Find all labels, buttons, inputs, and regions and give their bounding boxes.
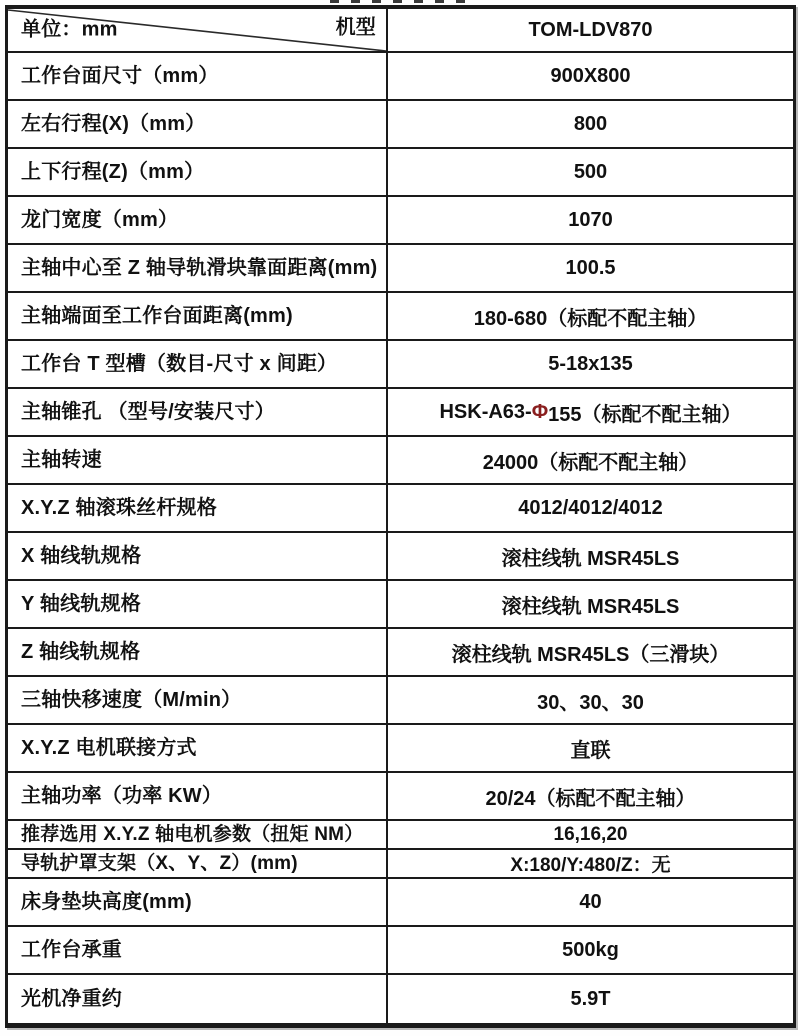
row-value: 5.9T: [570, 987, 611, 1010]
table-row: [8, 101, 793, 149]
row-label: 工作台 T 型槽（数目-尺寸 x 间距）: [8, 341, 388, 387]
table-row: [8, 879, 793, 927]
table-row: [8, 725, 793, 773]
table-row: [8, 975, 793, 1023]
row-value: 1070: [568, 208, 613, 231]
row-value: X:180/Y:480/Z：无: [510, 855, 671, 876]
row-label: Z 轴线轨规格: [8, 629, 388, 675]
row-value: 100.5: [565, 256, 616, 279]
row-label: 主轴功率（功率 KW）: [8, 773, 388, 819]
row-label: 上下行程(Z)（mm）: [8, 149, 388, 195]
table-row: [8, 437, 793, 485]
row-label: X 轴线轨规格: [8, 533, 388, 579]
row-label: 床身垫块高度(mm): [8, 879, 388, 925]
row-value: 180-680（标配不配主轴）: [473, 307, 708, 330]
table-row: [8, 341, 793, 389]
table-row: [8, 850, 793, 879]
table-row: [8, 149, 793, 197]
row-label: 主轴锥孔 （型号/安装尺寸）: [8, 389, 388, 435]
row-value: 500: [573, 160, 608, 183]
row-label: 推荐选用 X.Y.Z 轴电机参数（扭矩 NM）: [8, 821, 388, 848]
table-row: [8, 389, 793, 437]
table-header-row: [8, 9, 793, 53]
clipped-page-title-fragment: [330, 0, 472, 3]
row-value: HSK-A63- Φ 155（标配不配主轴）: [439, 400, 742, 426]
row-value: 500kg: [562, 938, 619, 961]
row-label: 工作台面尺寸（mm）: [8, 53, 388, 99]
row-label: X.Y.Z 电机联接方式: [8, 725, 388, 771]
row-label: X.Y.Z 轴滚珠丝杆规格: [8, 485, 388, 531]
row-value: 800: [573, 112, 608, 135]
row-value: 滚柱线轨 MSR45LS（三滑块）: [451, 643, 730, 666]
table-row: [8, 773, 793, 821]
spec-rows: [8, 53, 793, 1023]
row-value: 4012/4012/4012: [518, 496, 663, 519]
row-label: 导轨护罩支架（X、Y、Z）(mm): [8, 850, 388, 877]
table-row: [8, 53, 793, 101]
table-row: [8, 927, 793, 975]
table-row: [8, 245, 793, 293]
row-value: 16,16,20: [553, 823, 628, 845]
row-value: 40: [579, 890, 602, 913]
row-value: 直联: [570, 739, 611, 762]
table-row: [8, 629, 793, 677]
model-label: 机型: [335, 16, 376, 39]
table-row: [8, 485, 793, 533]
table-row: [8, 821, 793, 850]
table-row: [8, 197, 793, 245]
row-label: 主轴转速: [8, 437, 388, 483]
phi-symbol: Φ: [531, 400, 549, 423]
spec-table: [5, 5, 796, 1028]
row-label: 主轴中心至 Z 轴导轨滑块靠面距离(mm): [8, 245, 388, 291]
unit-label: 单位：mm: [21, 18, 118, 41]
row-label: 龙门宽度（mm）: [8, 197, 388, 243]
row-label: 主轴端面至工作台面距离(mm): [8, 293, 388, 339]
row-label: 光机净重约: [8, 975, 388, 1023]
row-label: 三轴快移速度（M/min）: [8, 677, 388, 723]
row-value: 20/24（标配不配主轴）: [485, 787, 696, 810]
row-value: 滚柱线轨 MSR45LS: [501, 595, 680, 618]
table-row: [8, 293, 793, 341]
row-label: Y 轴线轨规格: [8, 581, 388, 627]
table-row: [8, 677, 793, 725]
header-diagonal-cell: [8, 9, 388, 51]
row-value: 30、30、30: [537, 691, 644, 714]
table-row: [8, 581, 793, 629]
model-value: TOM-LDV870: [528, 18, 653, 41]
table-row: [8, 533, 793, 581]
row-value: 24000（标配不配主轴）: [482, 451, 699, 474]
row-value: 900X800: [550, 64, 631, 87]
row-value: 5-18x135: [548, 352, 633, 375]
row-label: 工作台承重: [8, 927, 388, 973]
row-label: 左右行程(X)（mm）: [8, 101, 388, 147]
row-value: 滚柱线轨 MSR45LS: [501, 547, 680, 570]
